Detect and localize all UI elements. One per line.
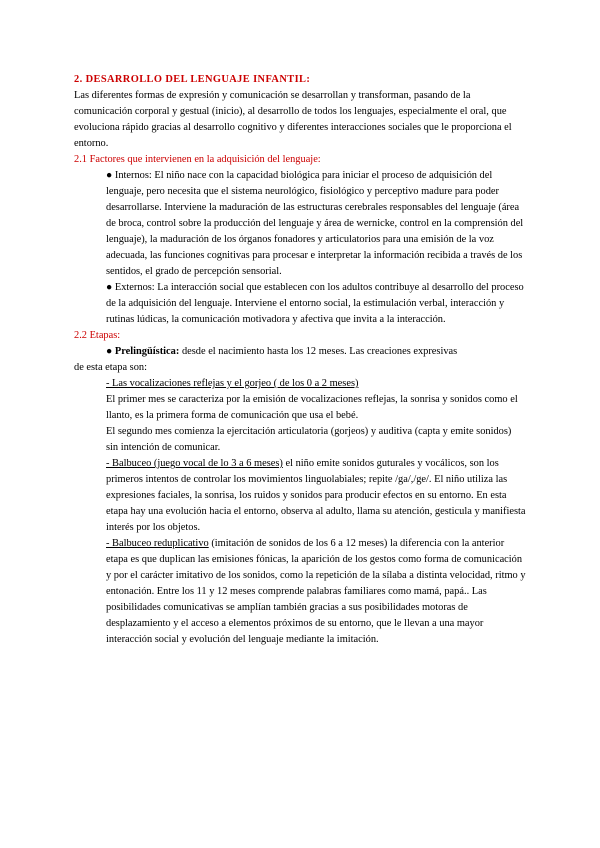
- reduplicativo-text: (imitación de sonidos de los 6 a 12 meses) la diferencia con la anterior etapa es que duplican las emisiones fónicas, la aparición de los gestos como forma de comunicación y por el carácter imitativo de los sonidos, como la repetición de la sílaba a distinta velocidad, ritmo y entonación. Entre los 11 y 12 meses comprende palabras familiares como mamá, papá.. Las posibilidades comunicativas se amplían también gracias a sus posibilidades motoras de desplazamiento y el acceso a elementos próximos de su entorno, que le llevan a una mayor interacción social y evolución del lenguaje mediante la imitación.: [106, 538, 526, 645]
- bullet-internos: ● Internos: El niño nace con la capacidad biológica para iniciar el proceso de adquisición del lenguaje, pero necesita que el sistema neurológico, fisiológico y perceptivo madure para poder desarrollarse. Interviene la maduración de las estructuras cerebrales responsables del lenguaje (área de broca, control sobre la producción del lenguaje y área de wernicke, control en la comprensión del lenguaje), la maduración de los órganos fonadores y articulatorios para una emisión de la voz adecuada, las funciones cognitivas para procesar e interpretar la información recibida a través de los sentidos, el grado de percepción sensorial.: [106, 170, 524, 277]
- vocalizaciones-text-2: El segundo mes comienza la ejercitación articulatoria (gorjeos) y auditiva (capta y emite sonidos) sin intención de comunicar.: [106, 426, 512, 453]
- bullet-externos: ● Externos: La interacción social que establecen con los adultos contribuye al desarrollo del proceso de la adquisición del lenguaje. Interviene el entorno social, la estimulación verbal, interacción y rutinas lúdicas, la comunicación motivadora y afectiva que invita a la interacción.: [106, 282, 524, 325]
- subheading-vocalizaciones: - Las vocalizaciones reflejas y el gorjeo ( de los 0 a 2 meses): [106, 378, 359, 389]
- vocalizaciones-text-1: El primer mes se caracteriza por la emisión de vocalizaciones reflejas, la sonrisa y sonidos como el llanto, es la primera forma de comunicación que usa el bebé.: [106, 394, 518, 421]
- subheading-reduplicativo: - Balbuceo reduplicativo: [106, 538, 209, 549]
- bullet-marker: ●: [106, 346, 115, 357]
- prelinguistica-label: Prelingüística:: [114, 346, 180, 357]
- balbuceo-text: el niño emite sonidos guturales y vocálicos, son los primeros intentos de controlar los movimientos linguolabiales; repite /ga/,/ge/. El niño utiliza las expresiones faciales, la sonrisa, los ruidos y sonidos para producir efectos en su entorno. En esta etapa hay una evolución hacia el entorno, observa al adulto, llama su atención, gesticula y manifiesta interés por los objetos.: [106, 458, 526, 533]
- intro-paragraph: Las diferentes formas de expresión y comunicación se desarrollan y transforman, pasando de la comunicación corporal y gestual (inicio), al desarrollo de todos los lenguajes, especialmente el oral, que evoluciona rápido gracias al desarrollo cognitivo y diferentes interacciones sociales que le proporciona el entorno.: [74, 90, 512, 149]
- prelinguistica-text: desde el nacimiento hasta los 12 meses. Las creaciones expresivas: [179, 346, 458, 357]
- page-title: 2. DESARROLLO DEL LENGUAJE INFANTIL:: [74, 74, 311, 85]
- bullet-prelinguistica: [74, 344, 526, 360]
- reduplicativo-paragraph: [74, 536, 526, 648]
- document-page: [74, 72, 526, 648]
- prelinguistica-continuation: de esta etapa son:: [74, 362, 147, 373]
- balbuceo-paragraph: [74, 456, 526, 536]
- subheading-balbuceo: - Balbuceo (juego vocal de lo 3 a 6 meses): [106, 458, 283, 469]
- section-heading-etapas: 2.2 Etapas:: [74, 330, 121, 341]
- section-heading-factores: 2.1 Factores que intervienen en la adquisición del lenguaje:: [74, 154, 321, 165]
